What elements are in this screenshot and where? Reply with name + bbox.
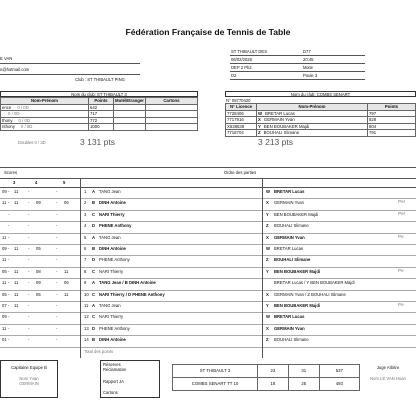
home-letter: A [92, 189, 96, 194]
player-letter: Z [258, 130, 261, 136]
home-letter: C [92, 268, 96, 274]
col-header-cartons: Cartons [145, 98, 197, 105]
score-dash: - [56, 291, 58, 297]
player-name-text: BOUHALI Slimane [263, 130, 300, 136]
player-cartons [145, 111, 197, 118]
player-licence: 7717916 [226, 117, 257, 124]
score-dash: - [8, 200, 10, 206]
match-info-right: Mixte [302, 64, 365, 72]
team-a-club-label: Club : ST THIBAULT PING [75, 77, 125, 82]
player-cartons [145, 124, 197, 131]
divider [0, 74, 140, 75]
captain-label: Capitaine Equipe B [11, 365, 47, 370]
home-letter: D [92, 325, 96, 331]
overflow-text: Per [398, 210, 406, 216]
score-dash: - [8, 291, 10, 297]
game-row [0, 267, 416, 278]
total-c: 537 [319, 365, 359, 378]
team-b-row [226, 117, 416, 124]
away-letter: Y [266, 211, 269, 217]
overflow-text: Per [398, 199, 406, 205]
col-header-name: Nom-Prénom [1, 98, 89, 105]
away-player: GERMAIN Yvan / Z BOUHALI Slimane [274, 291, 346, 297]
away-letter: W [266, 314, 270, 320]
player-name [257, 123, 368, 130]
game-number: 7 [84, 257, 87, 263]
set-score: 09 [2, 246, 7, 251]
team-a-roster [0, 97, 198, 131]
set-score: 06 [64, 200, 69, 206]
away-letter: W [266, 189, 270, 194]
match-info-row [230, 48, 365, 56]
player-name [1, 117, 89, 124]
away-letter: Y [266, 303, 269, 308]
home-letter: B [92, 337, 96, 343]
home-letter: B [92, 246, 96, 251]
set-score: 11 [14, 280, 19, 286]
referee-name: Nom LE VAN Hoan [370, 376, 406, 381]
captain-name: Nom Yvan GERMAIN [19, 376, 39, 386]
player-mute [114, 104, 146, 111]
away-player: BRETAR Lucas / Y BEN BOUBAKER Majdi [274, 280, 355, 286]
column-divider [80, 178, 81, 358]
totals-row [173, 378, 360, 391]
total-b: 31 [288, 365, 319, 378]
game-row [0, 301, 416, 312]
col-header-mute: Muté/Etranger [115, 98, 144, 103]
away-player: BOUHALI Slimane [274, 223, 309, 229]
order-title: Ordre des parties [223, 170, 257, 175]
home-player: TANG Jean [99, 303, 121, 308]
score-dash: - [56, 234, 58, 240]
player-licence: X538538 [226, 123, 257, 130]
team-a-doubles: Doubles 0 / 3D [18, 140, 46, 145]
col-header-points: Points [89, 98, 114, 105]
game-number: 12 [84, 314, 89, 320]
team-a-name-line-1: E VAN [0, 56, 13, 61]
game-number: 5 [84, 234, 87, 240]
away-player: GERMAIN Yvan [274, 325, 305, 331]
referee-label: Juge Arbitre [376, 365, 400, 370]
game-number: 8 [84, 268, 87, 274]
team-b-points: 3 213 pts [258, 137, 293, 147]
score-dash: - [56, 314, 58, 320]
set-header-5: 5 [63, 180, 66, 185]
team-b-roster [225, 103, 416, 137]
score-dash: - [56, 223, 58, 229]
home-player: NARI Thierry [99, 211, 125, 217]
score-dash: - [28, 223, 30, 229]
match-info-row [230, 72, 365, 80]
score-dash: - [56, 268, 58, 274]
team-b-row [226, 123, 416, 130]
match-info-left: ST THIBAULT DES [230, 48, 302, 56]
set-header-3: 3 [13, 180, 16, 185]
game-row [0, 244, 416, 255]
set-score: 08 [36, 268, 41, 274]
set-score: 11 [2, 234, 7, 240]
totals-table [172, 364, 360, 391]
away-player: BOUHALI Slimane [274, 257, 311, 263]
game-row [0, 187, 416, 198]
away-player: BOUHALI Slimane [274, 337, 309, 343]
game-row [0, 198, 416, 209]
total-c: 493 [319, 378, 359, 391]
game-row [0, 255, 416, 266]
player-points: 804 [368, 123, 416, 130]
player-points: 1000 [89, 124, 114, 131]
match-info-row [230, 56, 365, 64]
player-name [257, 110, 368, 117]
set-score: 11 [14, 268, 19, 274]
player-points: 717 [89, 111, 114, 118]
away-letter: X [266, 325, 269, 331]
player-letter: W [258, 110, 263, 116]
score-dash: - [8, 234, 10, 240]
player-name [1, 104, 89, 111]
player-name-text: nthony [2, 124, 15, 130]
away-player: BEN BOUBAKER Majdi [274, 303, 321, 308]
match-info-left: DEP 2 Ph2 [230, 64, 302, 72]
set-score: 11 [14, 246, 19, 251]
set-score: 09 [2, 314, 7, 320]
set-header-4: 4 [35, 180, 38, 185]
match-info-right: 20:45 [302, 56, 365, 64]
score-dash: - [28, 257, 30, 263]
row-divider [0, 347, 416, 348]
score-dash: - [28, 314, 30, 320]
set-score: 11 [2, 200, 7, 206]
score-dash: - [28, 280, 30, 286]
team-b-row [226, 110, 416, 117]
game-number: 14 [84, 337, 89, 343]
home-letter: C [92, 291, 96, 297]
score-dash: - [56, 337, 58, 343]
team-a-row [1, 117, 198, 124]
game-number: 1 [84, 189, 87, 194]
game-number: 2 [84, 200, 87, 206]
away-player: BRETAR Lucas [274, 246, 304, 251]
game-number: 9 [84, 280, 87, 286]
home-letter: A [92, 234, 96, 240]
total-b: 25 [288, 378, 319, 391]
team-name: COMBS SENART TT 10 [173, 378, 258, 391]
set-score: 05 [2, 268, 7, 274]
set-score: 11 [2, 257, 7, 263]
score-dash: - [56, 189, 58, 194]
player-points: 828 [368, 117, 416, 124]
match-info-right: Poule 3 [302, 72, 365, 80]
away-letter: W [266, 246, 270, 251]
home-letter: D [92, 223, 96, 229]
team-a-row [1, 124, 198, 131]
totals-row [173, 365, 360, 378]
player-licence: 0 / 0D [20, 124, 33, 130]
away-player: BRETAR Lucas [274, 189, 305, 194]
player-cartons [145, 104, 197, 111]
away-letter: X [266, 291, 269, 297]
score-dash: - [28, 200, 30, 206]
score-dash: - [8, 280, 10, 286]
score-dash: - [28, 268, 30, 274]
set-score: 05 [36, 246, 41, 251]
away-letter: Z [266, 223, 269, 229]
score-dash: - [28, 211, 30, 217]
col-header-name: Nom-Prénom [257, 104, 368, 111]
score-dash: - [8, 211, 10, 217]
team-a-row [1, 104, 198, 111]
total-a: 18 [258, 378, 289, 391]
team-a-club-box: Nom du club: ST THIBAULT 3 [71, 91, 127, 97]
team-b-row [226, 130, 416, 137]
score-dash: - [28, 325, 30, 331]
home-letter: B [92, 200, 96, 206]
score-dash: - [8, 223, 10, 229]
game-number: 6 [84, 246, 87, 251]
overflow-text: Pe [398, 267, 404, 273]
reserves-label: Réserves Réclamation [103, 362, 127, 372]
home-player: NARI Thierry / D PHENE Anthony [99, 291, 165, 297]
set-score: 09 [36, 280, 41, 286]
game-row [0, 278, 416, 289]
match-info-row [230, 64, 365, 72]
set-score: 06 [64, 280, 69, 286]
score-dash: - [28, 234, 30, 240]
match-info-left: 06/02/2026 [230, 56, 302, 64]
home-letter: A [92, 280, 96, 286]
score-dash: - [28, 337, 30, 343]
score-dash: - [56, 280, 58, 286]
score-dash: - [56, 325, 58, 331]
player-licence: 0 / 0D [18, 117, 30, 123]
home-player: TANG Jean / B DINH Antoine [99, 280, 156, 286]
home-player: TANG Jean [99, 234, 121, 240]
game-number: 11 [84, 303, 89, 308]
player-licence: 0 / 0D [8, 111, 20, 117]
game-number: 10 [84, 291, 89, 297]
match-info-right: D77 [302, 48, 365, 56]
player-licence: 7718704 [226, 130, 257, 137]
divider [0, 63, 140, 64]
team-a-email: n@hotmail.com [0, 67, 30, 72]
team-b-number: N° 08770420 [226, 98, 251, 103]
set-score: 01 [2, 337, 7, 343]
player-name [257, 130, 368, 137]
game-row [0, 324, 416, 335]
player-letter: Y [258, 123, 261, 129]
player-cartons [145, 117, 197, 124]
score-dash: - [8, 268, 10, 274]
home-player: DINH Antoine [99, 200, 126, 206]
score-dash: - [8, 325, 10, 331]
overflow-text: Pe [398, 302, 404, 307]
game-row [0, 210, 416, 221]
player-letter: X [258, 117, 261, 123]
set-score: 11 [64, 268, 69, 274]
away-player: BRETAR Lucas [274, 314, 305, 320]
player-name-text: GERMAIN Yvan [263, 117, 295, 123]
game-number: 13 [84, 325, 89, 331]
score-dash: - [56, 200, 58, 206]
player-name [1, 111, 89, 118]
set-score: 11 [64, 291, 69, 297]
away-player: BEN BOUBAKER Majdi [274, 268, 321, 274]
match-info [230, 48, 365, 80]
home-player: PHENE Anthony [99, 325, 130, 331]
player-points: 797 [368, 110, 416, 117]
game-number: 3 [84, 211, 87, 217]
set-score: 11 [2, 325, 7, 331]
home-player: TANG Jean [99, 189, 121, 194]
home-letter: D [92, 257, 96, 263]
overflow-text: Pe [398, 233, 404, 239]
set-score: 05 [36, 291, 41, 297]
set-score: 07 [2, 303, 7, 308]
set-score: 09 [2, 189, 7, 194]
set-score: 05 [2, 291, 7, 297]
score-dash: - [28, 246, 30, 251]
scores-title: Scores [4, 170, 18, 175]
score-dash: - [8, 314, 10, 320]
home-player: NARI Thierry [99, 268, 124, 274]
game-row [0, 312, 416, 323]
away-player: GERMAIN Yvan [274, 234, 305, 240]
score-dash: - [28, 189, 30, 194]
player-licence: 0 / 0D [17, 104, 29, 110]
score-dash: - [8, 246, 10, 251]
player-mute [114, 117, 146, 124]
player-name-text: thony [2, 117, 13, 123]
player-points: 772 [89, 117, 114, 124]
home-letter: C [92, 314, 96, 320]
score-dash: - [56, 303, 58, 308]
score-dash: - [8, 337, 10, 343]
home-player: NARI Thierry [99, 314, 124, 320]
away-letter: Z [266, 337, 269, 343]
away-letter: X [266, 234, 269, 240]
home-player: DINH Antoine [99, 337, 126, 343]
team-name: ST THIBAULT 3 [173, 365, 258, 378]
score-dash: - [56, 211, 58, 217]
team-b-club-box: Nom du club: COMBS SENART [290, 91, 351, 97]
away-player: GERMAIN Yvan [274, 200, 304, 206]
set-score: 11 [14, 291, 19, 297]
set-score: 11 [14, 200, 19, 206]
game-row [0, 290, 416, 301]
total-points-label: Total des points [84, 348, 114, 354]
player-name-text: BEN BOUBAKER Majdi [263, 123, 310, 129]
score-dash: - [28, 303, 30, 308]
page-title: Fédération Française de Tennis de Table [125, 27, 291, 37]
score-dash: - [8, 189, 10, 194]
col-header-points: Points [368, 104, 416, 111]
rapport-label: Rapport JA [103, 379, 124, 384]
player-name [1, 124, 89, 131]
team-a-points: 3 131 pts [80, 137, 115, 147]
total-a: 23 [258, 365, 289, 378]
away-letter: X [266, 200, 269, 206]
player-points: 791 [368, 130, 416, 137]
player-name [257, 117, 368, 124]
player-mute [114, 111, 146, 118]
column-divider [262, 178, 263, 358]
away-player: BEN BOUBAKER Majdi [274, 211, 319, 217]
game-row [0, 233, 416, 244]
set-score: 11 [14, 189, 19, 194]
score-dash: - [56, 257, 58, 263]
player-name-text: ence [2, 104, 12, 110]
game-number: 4 [84, 223, 87, 229]
away-letter: Y [266, 268, 269, 274]
cartons-label: Cartons [103, 390, 118, 395]
home-player: PHENE Anthony [99, 223, 132, 229]
set-score: 09 [36, 200, 41, 206]
score-dash: - [28, 291, 30, 297]
score-dash: - [56, 246, 58, 251]
col-header-licence: N° Licence [226, 104, 257, 111]
match-info-left: D2 [230, 72, 302, 80]
game-row [0, 335, 416, 346]
score-dash: - [8, 303, 10, 308]
player-name-text: BRETAR Lucas [265, 110, 295, 116]
player-mute [114, 124, 146, 131]
player-points: 642 [89, 104, 114, 111]
player-licence: 7728406 [226, 110, 257, 117]
home-player: DINH Antoine [99, 246, 126, 251]
score-dash: - [8, 257, 10, 263]
set-score: 11 [14, 303, 19, 308]
team-a-row [1, 111, 198, 118]
set-score: 11 [2, 280, 7, 286]
away-letter: Z [266, 257, 269, 263]
home-player: PHENE Anthony [99, 257, 130, 263]
game-row [0, 221, 416, 232]
home-letter: C [92, 211, 96, 217]
home-letter: A [92, 303, 96, 308]
